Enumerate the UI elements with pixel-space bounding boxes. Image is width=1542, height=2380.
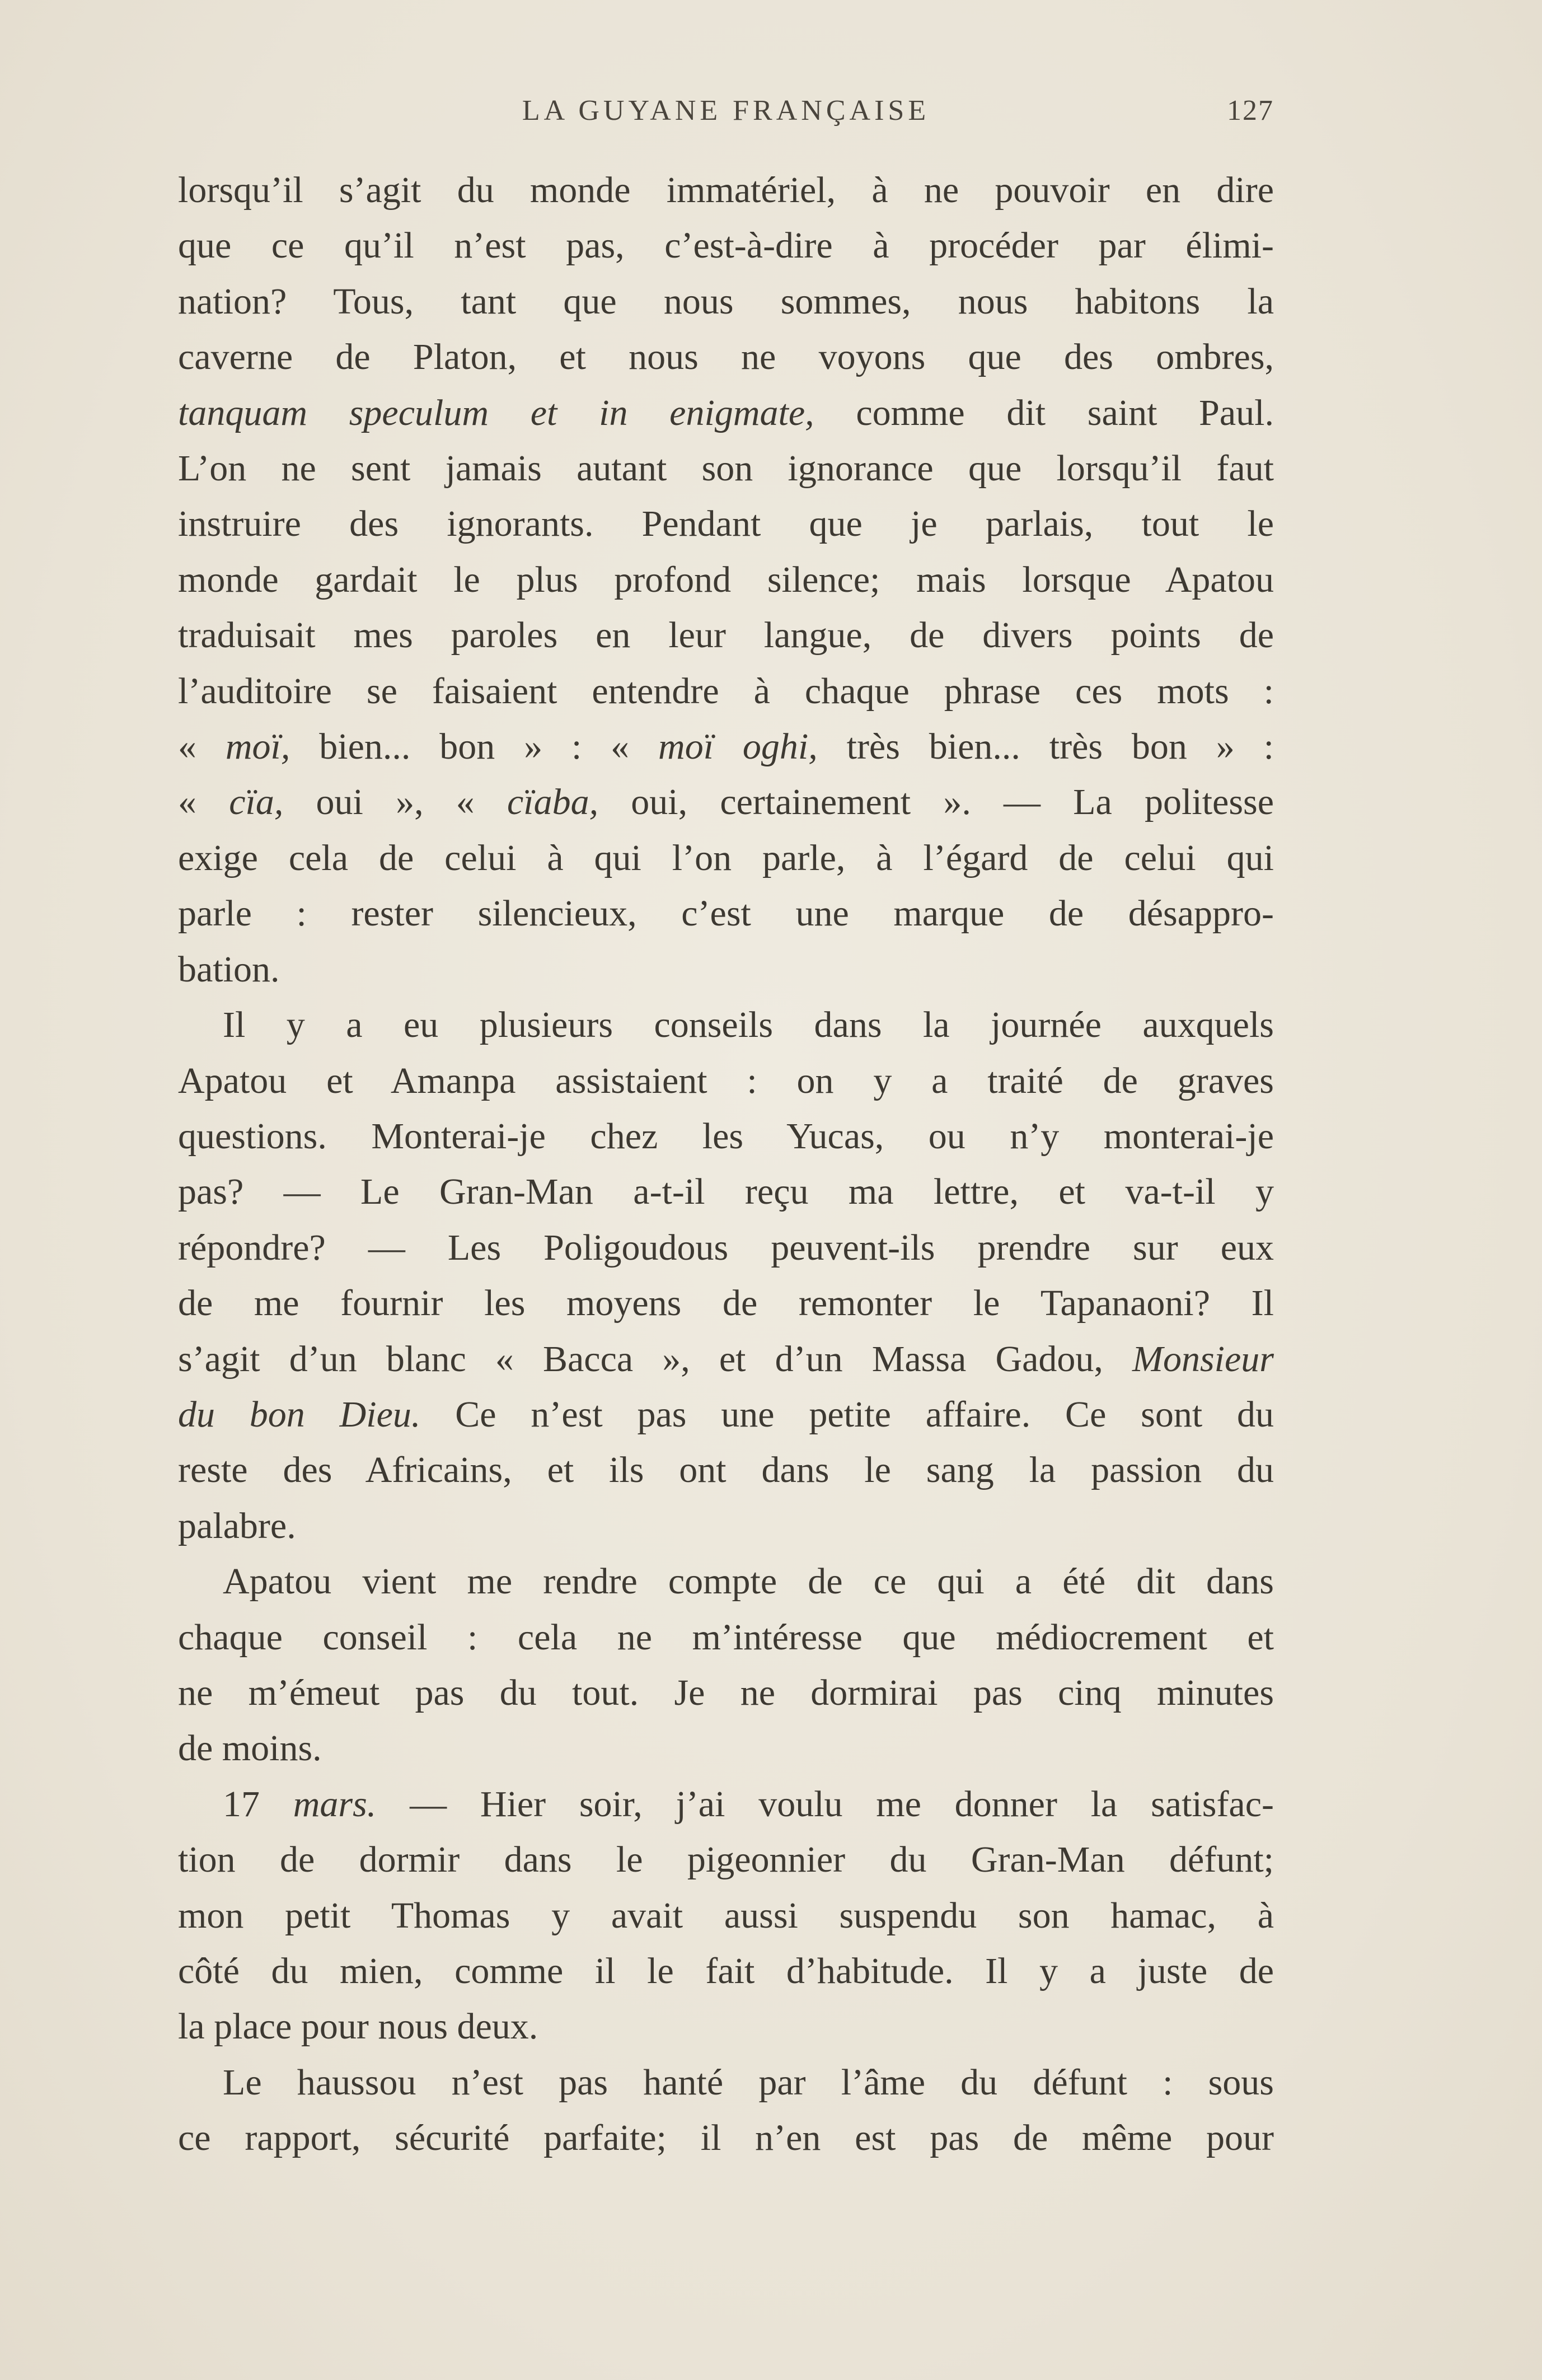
- text-line: pas? — Le Gran-Man a-t-il reçu ma lettre, et va-t-il y: [178, 1171, 1274, 1213]
- text-line: « cïa, oui », « cïaba, oui, certainement ». — La politesse: [178, 782, 1274, 823]
- text-line: instruire des ignorants. Pendant que je parlais, tout le: [178, 503, 1274, 545]
- text-line: traduisait mes paroles en leur langue, de divers points de: [178, 615, 1274, 656]
- text-line: l’auditoire se faisaient entendre à chaque phrase ces mots :: [178, 670, 1274, 712]
- text-line: ne m’émeut pas du tout. Je ne dormirai pas cinq minutes: [178, 1672, 1274, 1713]
- text-line: du bon Dieu. Ce n’est pas une petite affaire. Ce sont du: [178, 1394, 1274, 1435]
- text-line: chaque conseil : cela ne m’intéresse que médiocrement et: [178, 1616, 1274, 1658]
- text-line: Apatou vient me rendre compte de ce qui a été dit dans: [223, 1561, 1274, 1602]
- text-line: ce rapport, sécurité parfaite; il n’en est pas de même pour: [178, 2117, 1274, 2159]
- text-line: répondre? — Les Poligoudous peuvent-ils prendre sur eux: [178, 1227, 1274, 1268]
- text-line: exige cela de celui à qui l’on parle, à l’égard de celui qui: [178, 837, 1274, 878]
- text-line: bation.: [178, 948, 280, 990]
- text-line: s’agit d’un blanc « Bacca », et d’un Massa Gadou, Monsieur: [178, 1338, 1274, 1380]
- text-line: « moï, bien... bon » : « moï oghi, très bien... très bon » :: [178, 726, 1274, 768]
- text-line-with-italic: tanquam speculum et in enigmate, comme dit saint Paul.: [178, 392, 1274, 433]
- text-line: de moins.: [178, 1728, 322, 1769]
- text-line: tion de dormir dans le pigeonnier du Gran-Man défunt;: [178, 1839, 1274, 1881]
- text-line: Le haussou n’est pas hanté par l’âme du défunt : sous: [223, 2061, 1274, 2103]
- body-text: [178, 162, 1274, 2166]
- text-line: la place pour nous deux.: [178, 2006, 538, 2047]
- text-line: caverne de Platon, et nous ne voyons que des ombres,: [178, 336, 1274, 378]
- text-line: de me fournir les moyens de remonter le Tapanaoni? Il: [178, 1283, 1274, 1324]
- text-line: que ce qu’il n’est pas, c’est-à-dire à procéder par élimi-: [178, 225, 1274, 266]
- text-line: 17 mars. — Hier soir, j’ai voulu me donner la satisfac-: [223, 1783, 1274, 1825]
- text-line: questions. Monterai-je chez les Yucas, ou n’y monterai-je: [178, 1115, 1274, 1157]
- running-head: [178, 94, 1274, 133]
- text-line: L’on ne sent jamais autant son ignorance que lorsqu’il faut: [178, 448, 1274, 489]
- page-number: 127: [1227, 95, 1274, 127]
- text-line: reste des Africains, et ils ont dans le sang la passion du: [178, 1449, 1274, 1491]
- text-line: monde gardait le plus profond silence; mais lorsque Apatou: [178, 559, 1274, 600]
- text-line: nation? Tous, tant que nous sommes, nous habitons la: [178, 280, 1274, 322]
- running-title: LA GUYANE FRANÇAISE: [522, 95, 930, 127]
- text-line: mon petit Thomas y avait aussi suspendu son hamac, à: [178, 1895, 1274, 1936]
- text-line: palabre.: [178, 1505, 296, 1546]
- text-line: Il y a eu plusieurs conseils dans la journée auxquels: [223, 1004, 1274, 1046]
- text-line: côté du mien, comme il le fait d’habitude. Il y a juste de: [178, 1951, 1274, 1991]
- text-line: parle : rester silencieux, c’est une marque de désappro-: [178, 893, 1274, 934]
- text-line: Apatou et Amanpa assistaient : on y a traité de graves: [178, 1060, 1274, 1101]
- text-line: lorsqu’il s’agit du monde immatériel, à ne pouvoir en dire: [178, 170, 1274, 211]
